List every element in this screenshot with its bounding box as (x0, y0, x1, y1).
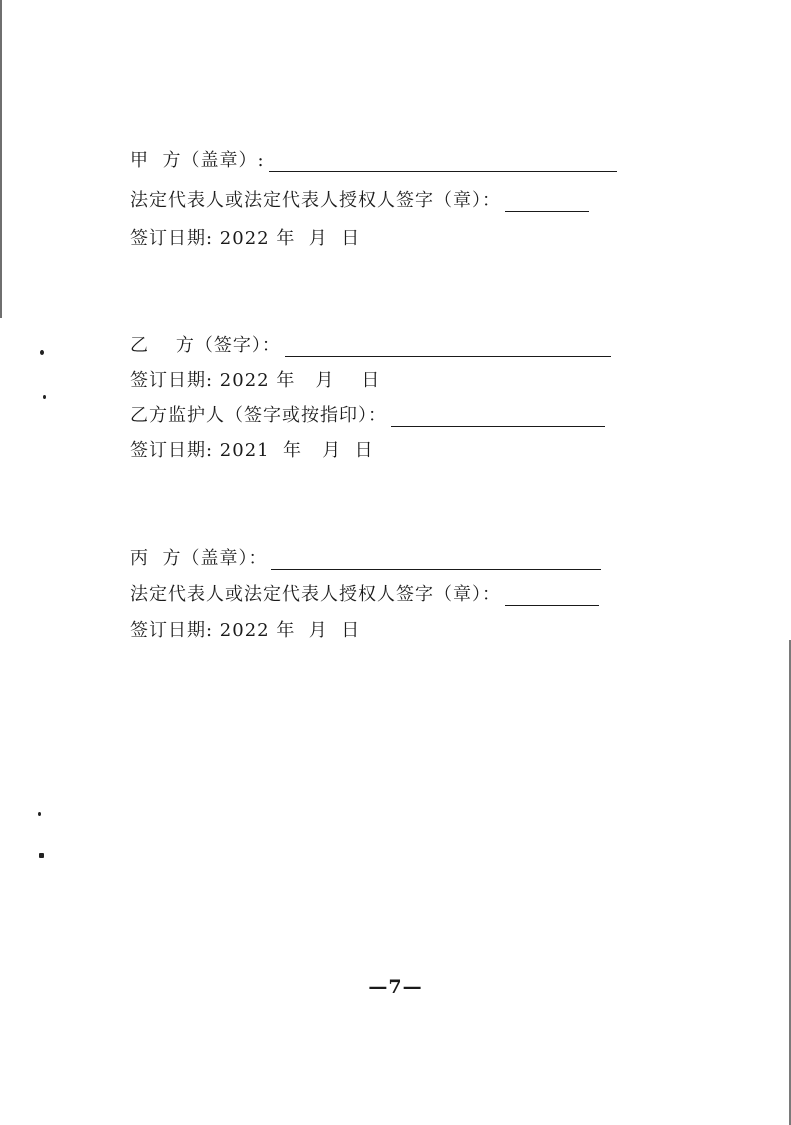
party-a-date-line (130, 228, 360, 250)
party-b-sign-line (130, 335, 611, 357)
party-b-guardian-blank[interactable] (391, 408, 605, 427)
party-c-rep-line (130, 584, 599, 606)
party-a-date-label: 签订日期: 2022 年 月 日 (130, 228, 361, 249)
party-c-rep-label: 法定代表人或法定代表人授权人签字（章）： (130, 584, 501, 605)
scan-speck (39, 853, 44, 858)
party-c-seal-line (130, 548, 601, 570)
party-a-seal-blank[interactable] (269, 153, 617, 172)
party-a-rep-blank[interactable] (505, 193, 589, 212)
scan-speck (43, 395, 46, 399)
scan-speck (40, 350, 44, 355)
party-c-date-label: 签订日期: 2022 年 月 日 (130, 620, 361, 641)
party-a-rep-label: 法定代表人或法定代表人授权人签字（章）： (130, 190, 501, 211)
party-b-date-line (130, 370, 380, 392)
party-c-date-line (130, 620, 360, 642)
scan-speck (38, 812, 41, 816)
party-b-guardian-date-line (130, 440, 374, 462)
scan-edge-left (0, 0, 2, 318)
page-number: —7— (368, 976, 423, 998)
party-c-seal-blank[interactable] (271, 551, 601, 570)
party-c-seal-label: 丙 方（盖章）： (130, 548, 268, 569)
party-b-sign-blank[interactable] (285, 338, 611, 357)
party-a-rep-line (130, 190, 589, 212)
party-b-guardian-label: 乙方监护人（签字或按指印）： (130, 405, 387, 426)
party-a-seal-label: 甲 方（盖章）: (130, 150, 265, 171)
party-a-seal-line (130, 150, 617, 172)
party-b-guardian-date-label: 签订日期: 2021 年 月 日 (130, 440, 374, 461)
party-c-rep-blank[interactable] (505, 587, 599, 606)
party-b-guardian-line (130, 405, 605, 427)
party-b-date-label: 签订日期: 2022 年 月 日 (130, 370, 381, 391)
party-b-sign-label: 乙 方（签字）： (130, 335, 281, 356)
